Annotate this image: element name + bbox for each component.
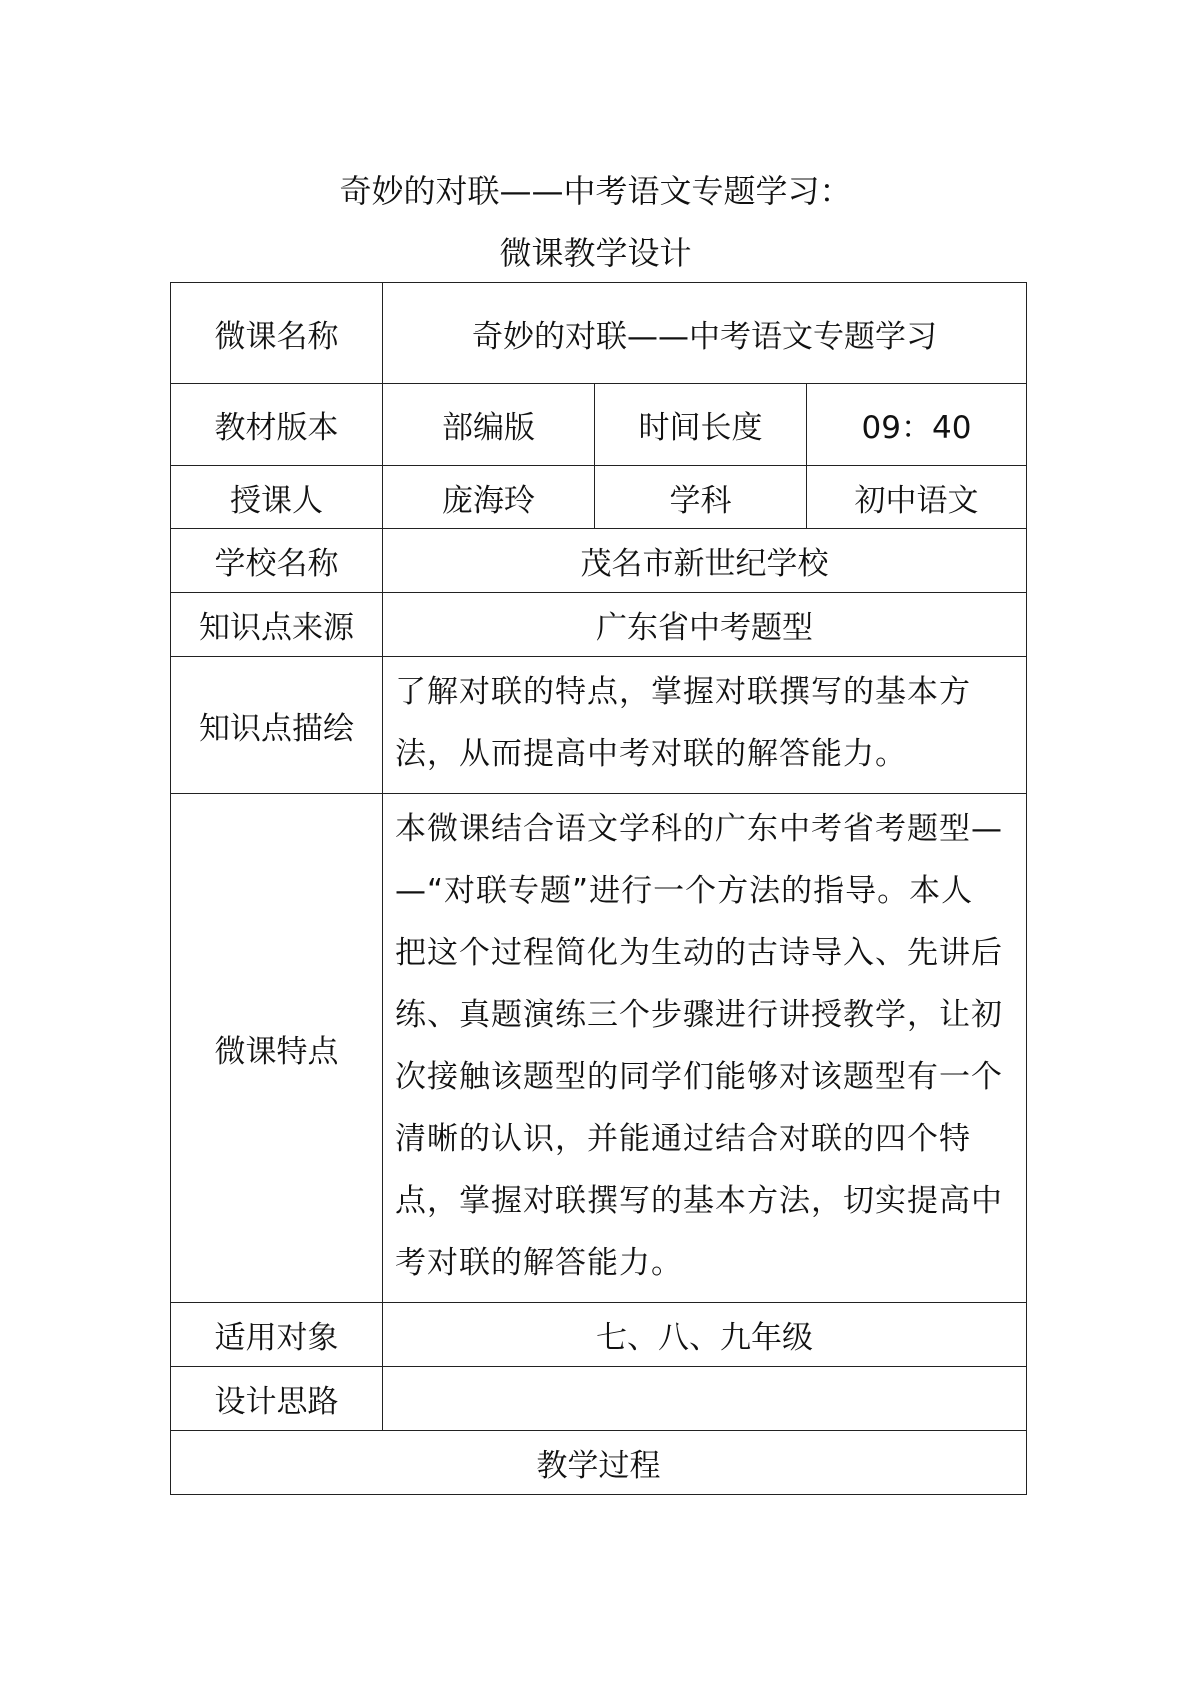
description-line: 了解对联的特点，掌握对联撰写的基本方 <box>395 674 971 710</box>
label-duration: 时间长度 <box>595 384 807 466</box>
description-line: 法，从而提高中考对联的解答能力。 <box>395 736 907 772</box>
value-subject: 初中语文 <box>807 466 1027 529</box>
label-process: 教学过程 <box>171 1431 1027 1495</box>
value-school: 茂名市新世纪学校 <box>383 529 1027 593</box>
features-line: 次接触该题型的同学们能够对该题型有一个 <box>395 1059 1003 1095</box>
row-design-idea <box>171 1367 1027 1431</box>
features-line: 点，掌握对联撰写的基本方法，切实提高中 <box>395 1183 1003 1219</box>
value-features <box>383 794 1027 1303</box>
value-teacher: 庞海玲 <box>383 466 595 529</box>
label-course-name: 微课名称 <box>171 283 383 384</box>
features-line: 把这个过程简化为生动的古诗导入、先讲后 <box>395 935 1003 971</box>
value-duration: 09：40 <box>807 384 1027 466</box>
value-source: 广东省中考题型 <box>383 593 1027 657</box>
row-features <box>171 794 1027 1303</box>
label-school: 学校名称 <box>171 529 383 593</box>
label-design-idea: 设计思路 <box>171 1367 383 1431</box>
label-audience: 适用对象 <box>171 1303 383 1367</box>
label-features: 微课特点 <box>171 794 383 1303</box>
row-description <box>171 657 1027 794</box>
document-subtitle: 微课教学设计 <box>499 234 692 272</box>
row-source <box>171 593 1027 657</box>
value-description <box>383 657 1027 794</box>
features-line: 清晰的认识，并能通过结合对联的四个特 <box>395 1121 971 1157</box>
row-course-name <box>171 283 1027 384</box>
value-audience: 七、八、九年级 <box>383 1303 1027 1367</box>
row-school <box>171 529 1027 593</box>
label-subject: 学科 <box>595 466 807 529</box>
features-line: —“对联专题”进行一个方法的指导。本人 <box>395 873 974 909</box>
document-title: 奇妙的对联——中考语文专题学习： <box>339 172 852 210</box>
value-design-idea <box>383 1367 1027 1431</box>
row-audience <box>171 1303 1027 1367</box>
features-line: 考对联的解答能力。 <box>395 1245 683 1281</box>
row-edition-duration <box>171 384 1027 466</box>
row-teacher-subject <box>171 466 1027 529</box>
value-edition: 部编版 <box>383 384 595 466</box>
features-line: 本微课结合语文学科的广东中考省考题型— <box>395 811 1003 847</box>
features-line: 练、真题演练三个步骤进行讲授教学，让初 <box>395 997 1003 1033</box>
row-process <box>171 1431 1027 1495</box>
label-teacher: 授课人 <box>171 466 383 529</box>
lesson-design-table <box>170 282 1027 1495</box>
label-source: 知识点来源 <box>171 593 383 657</box>
value-course-name: 奇妙的对联——中考语文专题学习 <box>383 283 1027 384</box>
label-description: 知识点描绘 <box>171 657 383 794</box>
label-edition: 教材版本 <box>171 384 383 466</box>
